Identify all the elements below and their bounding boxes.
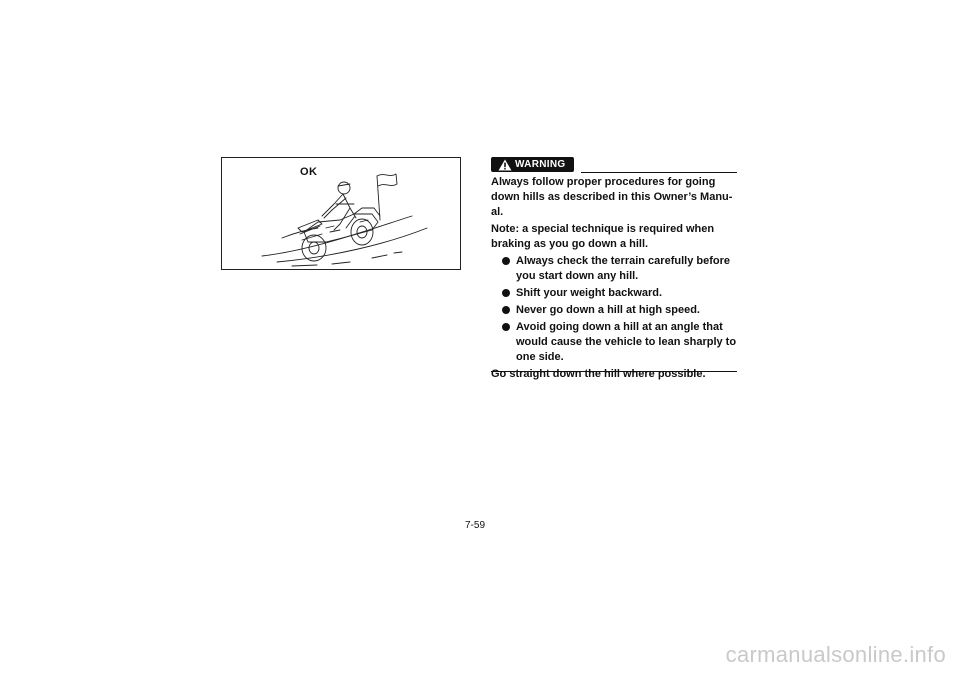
- warning-note-line: braking as you go down a hill.: [491, 238, 649, 250]
- warning-body: [491, 175, 737, 382]
- warning-bullet-line: Never go down a hill at high speed.: [516, 304, 700, 316]
- warning-bullet-line: Always check the terrain carefully before: [516, 255, 730, 267]
- warning-header: [491, 157, 737, 175]
- warning-bullet-line: Shift your weight backward.: [516, 287, 663, 299]
- warning-bottom-rule: [491, 371, 737, 372]
- warning-bullet: [491, 286, 737, 301]
- warning-intro: [491, 175, 737, 220]
- warning-note: [491, 222, 737, 252]
- warning-intro-line: down hills as described in this Owner’s Manu-: [491, 191, 733, 203]
- warning-bullet: [491, 320, 737, 365]
- warning-badge: [491, 157, 574, 172]
- warning-bullet: [491, 254, 737, 284]
- bullet-dot-icon: [502, 306, 510, 314]
- figure-ok-label: OK: [300, 166, 318, 178]
- warning-triangle-icon: [498, 159, 512, 171]
- warning-bullet-line: one side.: [516, 351, 564, 363]
- atv-illustration-figure: [221, 157, 461, 270]
- warning-bullet-line: Avoid going down a hill at an angle that: [516, 321, 723, 333]
- page-number: 7-59: [465, 520, 486, 531]
- warning-intro-line: al.: [491, 206, 504, 218]
- warning-bullet-list: [491, 254, 737, 365]
- bullet-dot-icon: [502, 323, 510, 331]
- watermark-link[interactable]: carmanualsonline.info: [725, 642, 946, 667]
- warning-header-rule: [581, 172, 737, 173]
- warning-bullet-line: would cause the vehicle to lean sharply to: [516, 336, 737, 348]
- bullet-dot-icon: [502, 289, 510, 297]
- warning-closing: Go straight down the hill where possible.: [491, 368, 706, 380]
- atv-hill-illustration: [222, 158, 462, 271]
- warning-intro-line: Always follow proper procedures for going: [491, 176, 716, 188]
- warning-badge-label: WARNING: [515, 159, 566, 170]
- warning-bullet-line: you start down any hill.: [516, 270, 639, 282]
- warning-bullet: [491, 303, 737, 318]
- bullet-dot-icon: [502, 257, 510, 265]
- warning-note-line: Note: a special technique is required when: [491, 223, 715, 235]
